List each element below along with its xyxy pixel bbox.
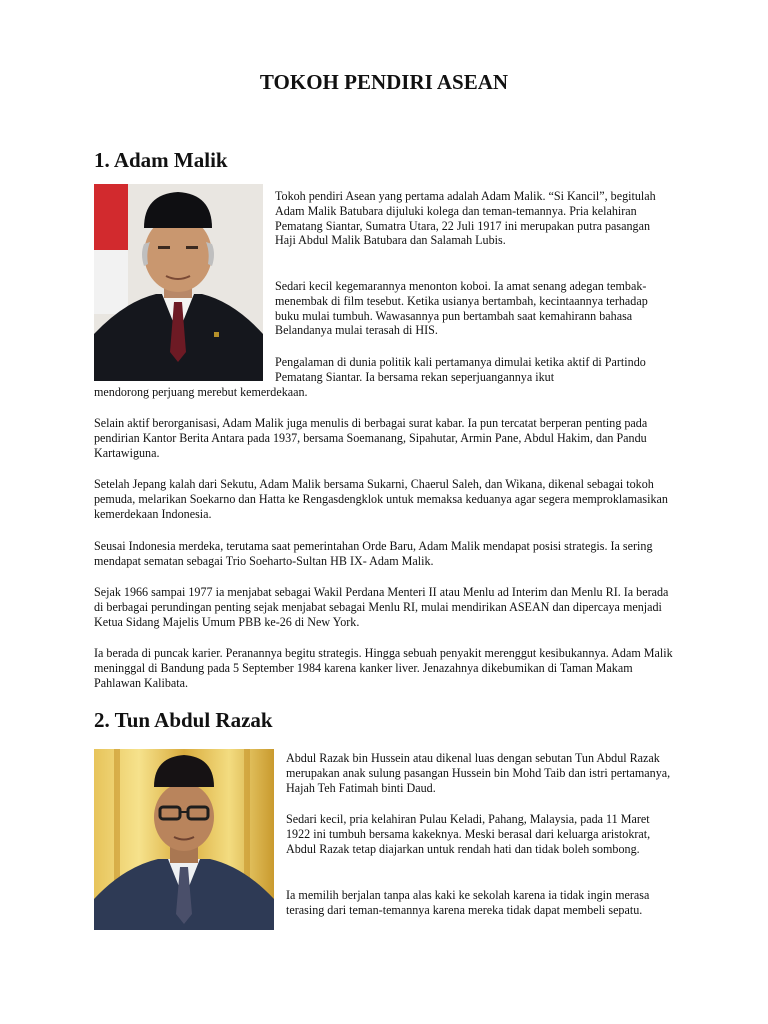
document-title: TOKOH PENDIRI ASEAN	[259, 70, 509, 94]
paragraph: Setelah Jepang kalah dari Sekutu, Adam Malik bersama Sukarni, Chaerul Saleh, dan Wikana, dikenal sebagai tokoh pemuda, melarikan Soekarno dan Hatta ke Rengasdengklok untuk memaksa keduanya agar segera memproklamasikan kemerdekaan Indonesia.	[94, 477, 668, 521]
paragraph: Ia memilih berjalan tanpa alas kaki ke sekolah karena ia tidak ingin merasa terasing dari teman-temannya karena mereka tidak dapat membeli sepatu.	[286, 888, 650, 917]
section-heading-adam-malik: 1. Adam Malik	[94, 148, 228, 172]
paragraph: Abdul Razak bin Hussein atau dikenal luas dengan sebutan Tun Abdul Razak merupakan anak sulung pasangan Hussein bin Mohd Taib dan istri pertamanya, Hajah Teh Fatimah binti Daud.	[286, 751, 671, 795]
paragraph: mendorong perjuang merebut kemerdekaan.	[94, 385, 308, 399]
paragraph: Ia berada di puncak karier. Peranannya begitu strategis. Hingga sebuah penyakit merenggut kesibukannya. Adam Malik meninggal di Bandung pada 5 September 1984 karena kanker liver. Jenazahnya dikebumikan di Taman Makam Pahlawan Kalibata.	[94, 646, 673, 690]
section-heading-tun-abdul-razak: 2. Tun Abdul Razak	[94, 708, 273, 732]
paragraph: Seusai Indonesia merdeka, terutama saat pemerintahan Orde Baru, Adam Malik mendapat posisi strategis. Ia sering mendapat sematan sebagai Trio Soeharto-Sultan HB IX- Adam Malik.	[94, 539, 653, 568]
paragraph: Pengalaman di dunia politik kali pertamanya dimulai ketika aktif di Partindo Pematang Siantar. Ia bersama rekan seperjuangannya ikut	[275, 355, 646, 384]
paragraph: Sedari kecil kegemarannya menonton koboi. Ia amat senang adegan tembak-menembak di film tesebut. Ketika usianya bertambah, kecintaannya terhadap buku mulai tumbuh. Wawasannya pun bertambah saat kemahirann bahasa Belandanya mulai terasah di HIS.	[275, 279, 648, 338]
paragraph: Sedari kecil, pria kelahiran Pulau Keladi, Pahang, Malaysia, pada 11 Maret 1922 ini tumbuh bersama kakeknya. Meski berasal dari keluarga aristokrat, Abdul Razak tetap diajarkan untuk rendah hati dan tidak boleh sombong.	[286, 812, 651, 856]
paragraph: Sejak 1966 sampai 1977 ia menjabat sebagai Wakil Perdana Menteri II atau Menlu ad Interim dan Menlu RI. Ia berada di berbagai perundingan penting sejak menjabat sebagai Menlu RI, mulai mendirikan ASEAN dan dipercaya menjadi Ketua Sidang Majelis Umum PBB ke-26 di New York.	[94, 585, 669, 629]
portrait-tun-abdul-razak	[94, 749, 274, 930]
portrait-adam-malik	[94, 184, 263, 381]
paragraph: Tokoh pendiri Asean yang pertama adalah Adam Malik. “Si Kancil”, begitulah Adam Malik Batubara dijuluki kolega dan teman-temannya. Pria kelahiran Pematang Siantar, Sumatra Utara, 22 Juli 1917 ini merupakan putra pasangan Haji Abdul Malik Batubara dan Salamah Lubis.	[275, 189, 656, 248]
paragraph: Selain aktif berorganisasi, Adam Malik juga menulis di berbagai surat kabar. Ia pun tercatat berperan penting pada pendirian Kantor Berita Antara pada 1937, bersama Soemanang, Sipahutar, Armin Pane, Abdul Hakim, dan Pandu Kartawiguna.	[94, 416, 648, 460]
